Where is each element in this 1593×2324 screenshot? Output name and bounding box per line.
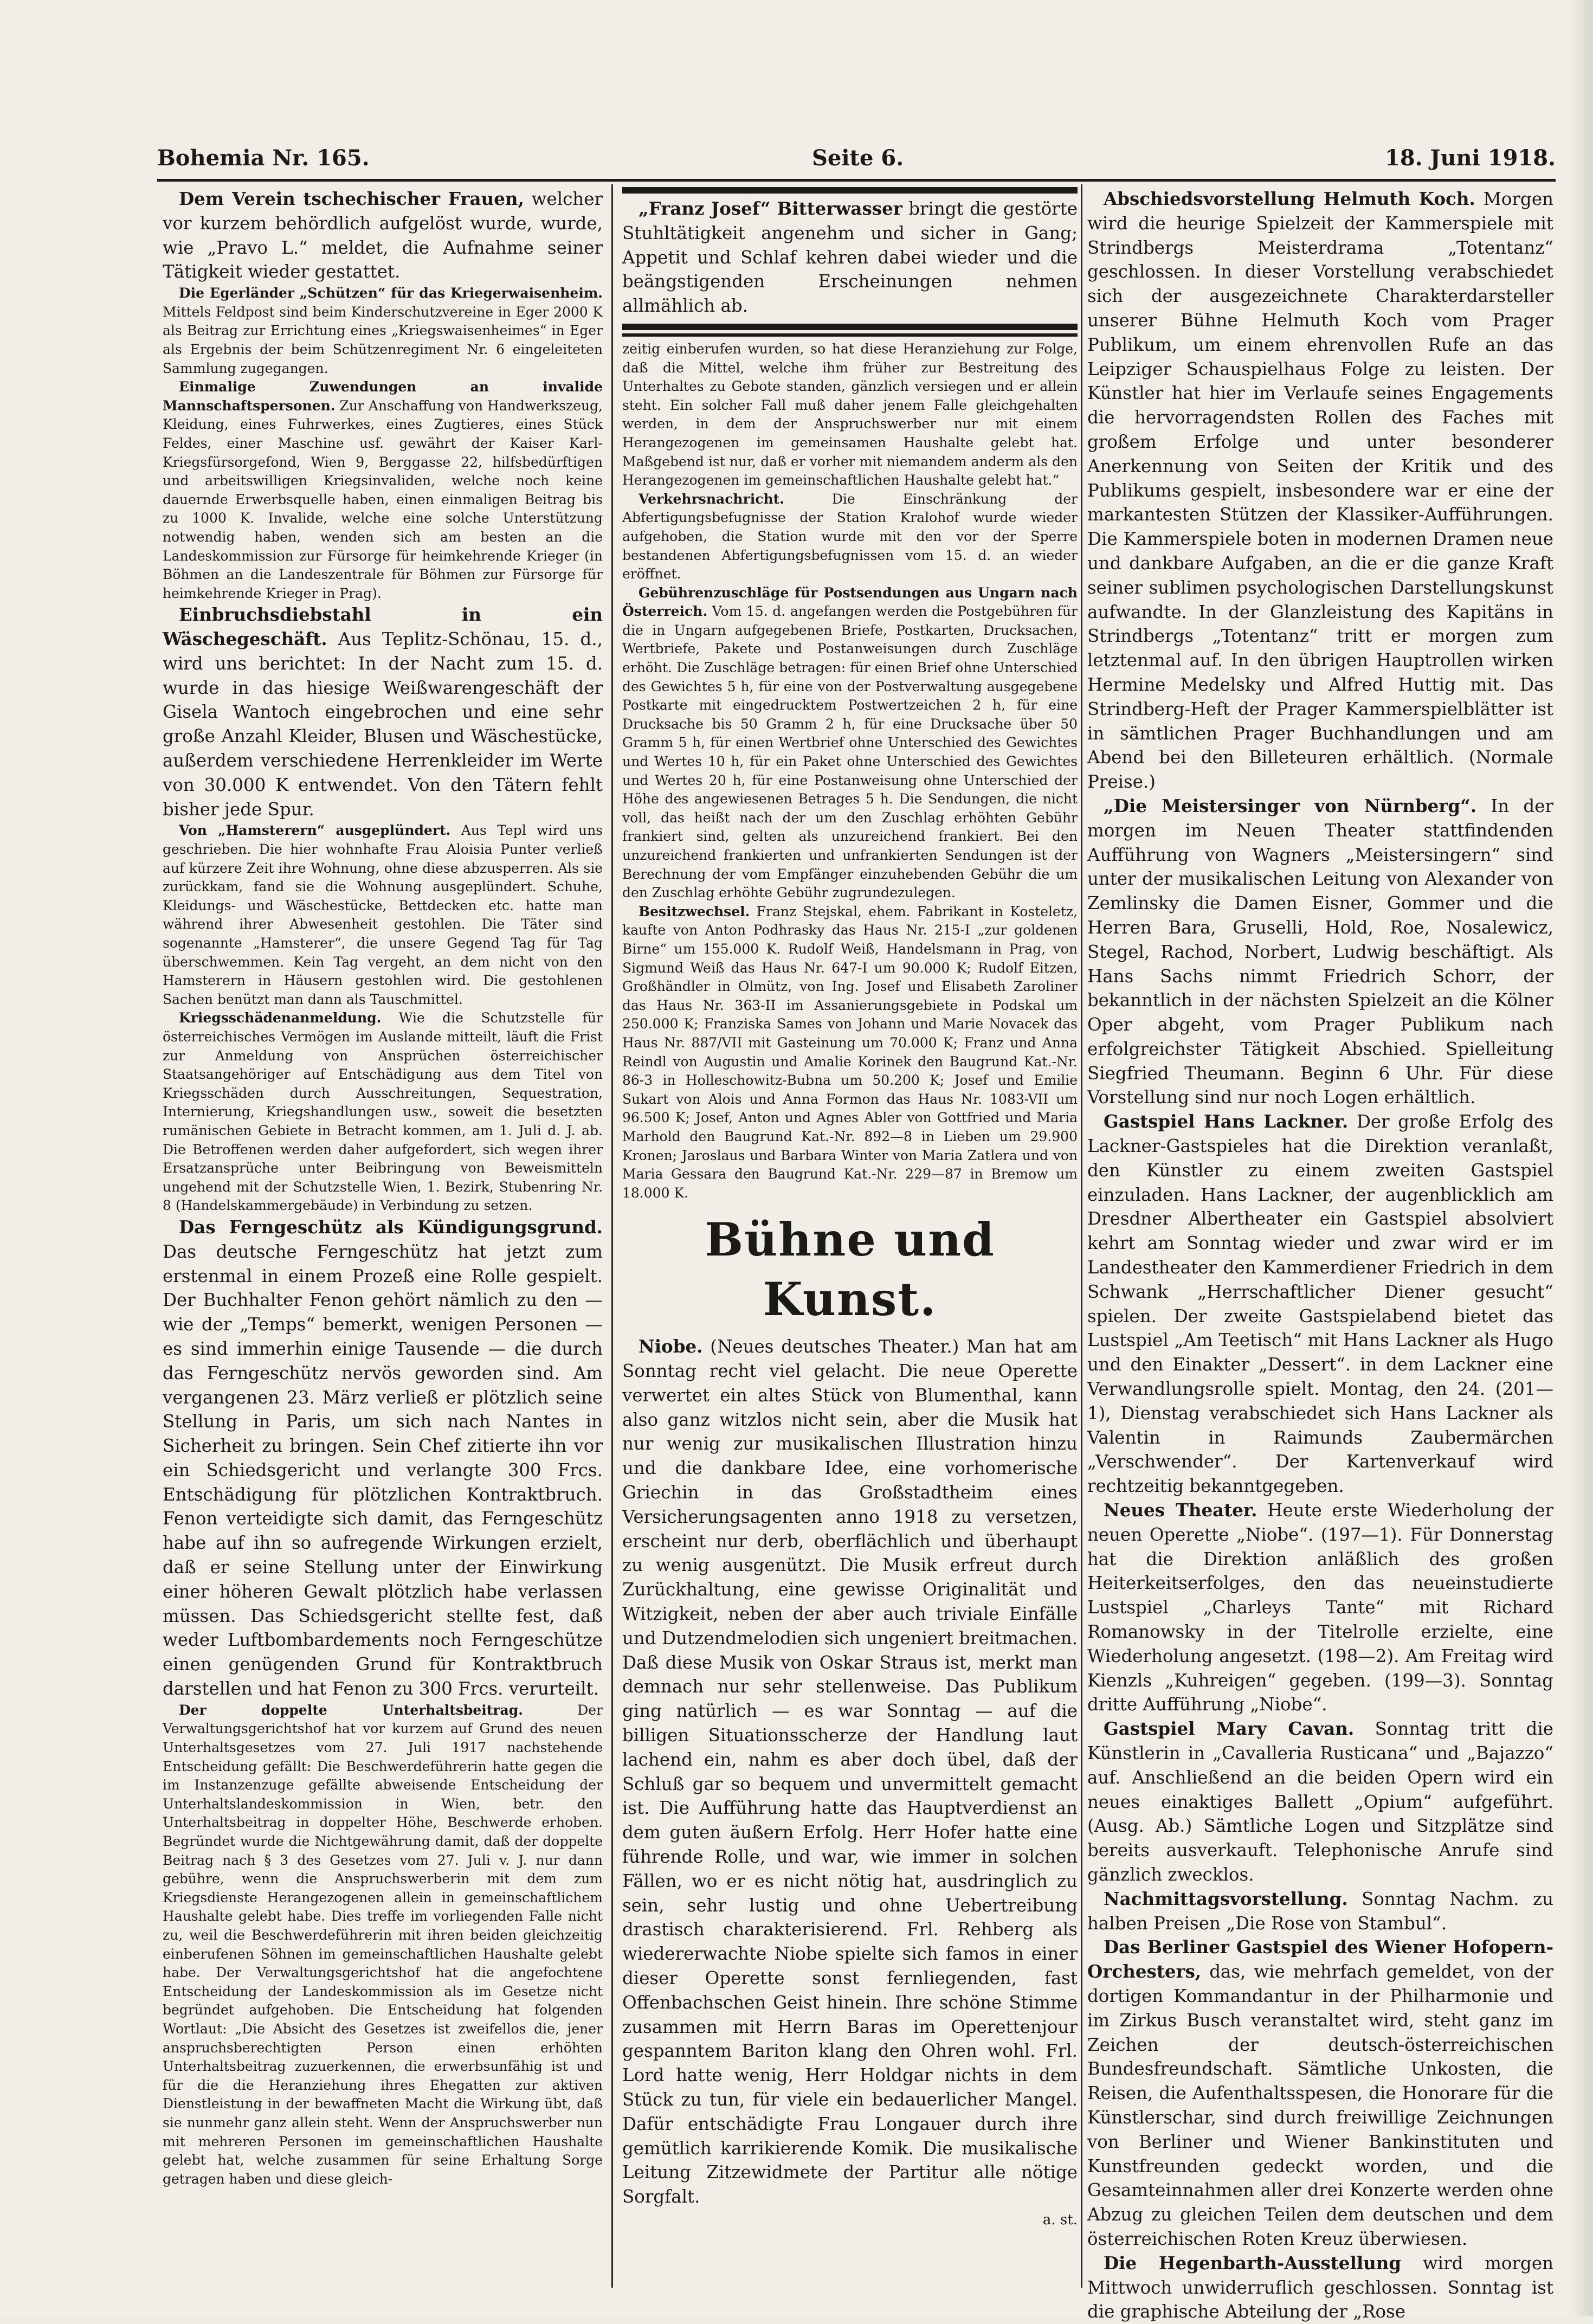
section-heading-buehne-und-kunst: Bühne und Kunst. (705, 1213, 995, 1327)
header-date: 18. Juni 1918. (1385, 145, 1556, 171)
article-body: Mittels Feldpost sind beim Kinderschutzvereine in Eger 2000 K als Beitrag zur Errichtung eines „Kriegswaisenheimes“ in Eger als Ergebnis der beim Schützenregiment Nr. 6 eingeleiteten Sammlung zugegangen. (163, 304, 603, 376)
article-schuetzen (163, 284, 603, 378)
article-heading: Besitzwechsel. (639, 903, 750, 919)
article-heading: Einbruchsdiebstahl in ein Wäschegeschäft. (163, 604, 603, 650)
article-hegenbarth (1087, 2251, 1553, 2324)
ad-rule-bottom (622, 324, 1078, 330)
article-body: Die Einschränkung der Abfertigungsbefugnisse der Station Kralohof wurde wieder aufgehoben, die Station wurde mit den vor der Sperre bestandenen Abfertigungsbefugnissen vom 15. d. an wieder eröffnet. (622, 491, 1078, 582)
article-heading: Nachmittagsvorstellung. (1104, 1888, 1348, 1909)
header-rule (157, 179, 1556, 182)
column-1 (163, 187, 603, 2290)
ad-heading: „Franz Josef“ Bitterwasser (639, 198, 902, 219)
article-heading: Einmalige Zuwendungen an invalide Mannschaftspersonen. (163, 379, 603, 414)
ad-body: bringt die gestörte Stuhltätigkeit angenehm und sicher in Gang; Appetit und Schlaf kehren dabei wieder und die beängstigenden Erscheinungen nehmen allmählich ab. (622, 198, 1078, 317)
article-body: Vom 15. d. angefangen werden die Postgebühren für die in Ungarn aufgegebenen Briefe, Postkarten, Drucksachen, Wertbriefe, Pakete und Postanweisungen durch Zuschläge erhöht. Die Zuschläge betragen: für einen Brief ohne Unterschied des Gewichtes 5 h, für eine von der Postverwaltung ausgegebene Postkarte mit eingedrucktem Postwertzeichen 2 h, für eine Drucksache bis 50 Gramm 2 h, für eine Drucksache über 50 Gramm 5 h, für einen Wertbrief ohne Unterschied des Gewichtes und Wertes 10 h, für ein Paket ohne Unterschied des Gewichtes und Wertes 20 h, für eine Postanweisung ohne Unterschied der Höhe des angewiesenen Betrages 5 h. Die Sendungen, die nicht voll, das heißt nach der um den Zuschlag erhöhten Gebühr frankiert sind, gelten als unzureichend frankiert. Bei den unzureichend frankierten und unfrankierten Sendungen ist der Berechnung der vom Empfänger einzuhebenden Gebühr die um den Zuschlag erhöhte Gebühr zugrundezulegen. (622, 603, 1078, 901)
article-heading: Die Egerländer „Schützen“ für das Kriegerwaisenheim. (179, 285, 603, 301)
article-body: Aus Tepl wird uns geschrieben. Die hier wohnhafte Frau Aloisia Punter verließ auf kürzere Zeit ihre Wohnung, ohne diese abzusperren. Als sie zurückkam, fand sie die Wohnung ausgeplündert. Schuhe, Kleidungs- und Wäschestücke, Bettdecken etc. hatte man während ihrer Abwesenheit gestohlen. Die Täter sind sogenannte „Hamsterer“, die unsere Gegend Tag für Tag überschwemmen. Kein Tag vergeht, an dem nicht von den Hamsterern in Häusern gestohlen wird. Die gestohlenen Sachen benützt man dann als Tauschmittel. (163, 822, 603, 1007)
header-issue: Bohemia Nr. 165. (157, 145, 370, 171)
article-nachmittag (1087, 1887, 1553, 1936)
article-heading: Von „Hamsterern“ ausgeplündert. (179, 822, 451, 839)
article-frauenverein (163, 187, 603, 284)
article-helmuth-koch (1087, 187, 1553, 794)
article-body: Zur Anschaffung von Handwerkszeug, Kleidung, eines Fuhrwerkes, eines Zugtieres, eines Stück Feldes, einer Maschine usf. gewährt der Kaiser Karl-Kriegsfürsorgefond, Wien 9, Berggasse 22, hilfsbedürftigen und arbeitswilligen Kriegsinvaliden, welche noch keine dauernde Erwerbsquelle haben, einen einmaligen Beitrag bis zu 1000 K. Invalide, welche eine solche Unterstützung notwendig haben, wenden sich am besten an die Landeskommission zur Fürsorge für heimkehrende Krieger (in Böhmen an die Landeszentrale für Böhmen zur Fürsorge für heimkehrende Krieger in Prag). (163, 397, 603, 601)
article-body: Sonntag tritt die Künstlerin in „Cavalleria Rusticana“ und „Bajazzo“ auf. Anschließend an die beiden Opern wird ein neues einaktiges Ballett „Opium“ aufgeführt. (Ausg. Ab.) Sämtliche Logen und Sitzplätze sind bereits ausverkauft. Telephonische Anrufe sind gänzlich zwecklos. (1087, 1718, 1553, 1885)
ad-rule-top (622, 187, 1078, 194)
advertisement-bitterwasser (622, 187, 1078, 337)
article-heading: Dem Verein tschechischer Frauen, (179, 188, 524, 209)
column-2 (622, 187, 1078, 2290)
article-heading: Das Ferngeschütz als Kündigungsgrund. (179, 1216, 603, 1238)
article-mary-cavan (1087, 1717, 1553, 1887)
ad-text (622, 197, 1078, 318)
author-signoff: a. st. (1042, 2211, 1078, 2228)
article-hofopern-orchester (1087, 1935, 1553, 2251)
article-heading: Das Berliner Gastspiel des Wiener Hofopern-Orchesters, (1087, 1936, 1553, 1982)
article-body: das, wie mehrfach gemeldet, von der dortigen Kommandantur in der Philharmonie und im Zirkus Busch veranstaltet wird, steht ganz im Zeichen der deutsch-österreichischen Bundesfreundschaft. Sämtliche Unkosten, die Reisen, die Aufenthaltsspesen, die Honorare für die Künstlerschar, sind durch freiwillige Zeichnungen von Berliner und Wiener Bankinstituten und Kunstfreunden gedeckt worden, und die Gesamteinnahmen aller drei Konzerte werden ohne Abzug zu gleichen Teilen dem deutschen und dem österreichischen Roten Kreuz überwiesen. (1087, 1961, 1553, 2249)
article-heading: Die Hegenbarth-Ausstellung (1104, 2252, 1402, 2274)
column-rule-2 (1081, 184, 1082, 2288)
article-verkehr (622, 490, 1078, 584)
article-heading: Gebührenzuschläge für Postsendungen aus Ungarn nach Österreich. (622, 584, 1078, 620)
column-rule-1 (611, 184, 613, 2288)
article-heading: Verkehrsnachricht. (639, 491, 784, 507)
article-einbruch (163, 603, 603, 821)
page-edge-shadow (1571, 0, 1593, 2316)
article-heading: Kriegsschädenanmeldung. (179, 1010, 382, 1026)
article-postgebuehren (622, 584, 1078, 903)
article-body: Heute erste Wiederholung der neuen Operette „Niobe“. (197—1). Für Donnerstag hat die Direktion anläßlich des großen Heiterkeitserfolges, den das neueinstudierte Lustspiel „Charleys Tante“ mit Richard Romanowsky in der Titelrolle erzielte, eine Wiederholung angesetzt. (198—2). Am Freitag wird Kienzls „Kuhreigen“ gegeben. (199—3). Sonntag dritte Aufführung „Niobe“. (1087, 1500, 1553, 1715)
header-page-number: Seite 6. (812, 145, 904, 171)
article-heading: Gastspiel Hans Lackner. (1104, 1111, 1349, 1132)
column-3 (1087, 187, 1554, 2322)
article-invalide (163, 378, 603, 603)
article-body: Das deutsche Ferngeschütz hat jetzt zum erstenmal in einem Prozeß eine Rolle gespielt. Der Buchhalter Fenon gehört nämlich zu den — wie der „Temps“ bemerkt, wenigen Personen — es sind immerhin einige Tausende — die durch das Ferngeschütz nervös geworden sind. Am vergangenen 23. März verließ er plötzlich seine Stellung in Paris, um sich nach Nantes in Sicherheit zu bringen. Sein Chef zitierte ihn vor ein Schiedsgericht und verlangte 300 Frcs. Entschädigung für plötzlichen Kontraktbruch. Fenon verteidigte sich damit, das Ferngeschütz habe auf ihn so aufregende Wirkungen erzielt, daß er seine Stellung unter der Einwirkung einer höheren Gewalt plötzlich habe verlassen müssen. Das Schiedsgericht stellte fest, daß weder Luftbombardements noch Ferngeschütze einen genügenden Grund für Kontraktbruch darstellen und hat Fenon zu 300 Frcs. verurteilt. (163, 1241, 603, 1699)
article-unterhaltsbeitrag (163, 1701, 603, 2188)
article-ferngeschuetz (163, 1215, 603, 1701)
article-besitzwechsel (622, 903, 1078, 1203)
article-heading: Neues Theater. (1104, 1499, 1257, 1521)
page-header (157, 145, 1556, 178)
article-continued: zeitig einberufen wurden, so hat diese Heranziehung zur Folge, daß die Mittel, welche ihm früher zur Bestreitung des Unterhaltes zu Gebote standen, gänzlich versiegen und er allein steht. Ein solcher Fall muß daher jenem Falle gleichgehalten werden, in dem der Anspruchswerber nur mit einem Herangezogenen im gemeinsamen Haushalte gelebt hat. Maßgebend ist nur, daß er vorher mit niemandem anderm als den Herangezogenen im gemeinschaftlichen Haushalte gelebt hat.“ (622, 340, 1078, 488)
article-body: Sonntag Nachm. zu halben Preisen „Die Rose von Stambul“. (1087, 1888, 1553, 1934)
article-heading: Der doppelte Unterhaltsbeitrag. (179, 1702, 523, 1718)
article-hamsterer (163, 821, 603, 1009)
article-body: Morgen wird die heurige Spielzeit der Kammerspiele mit Strindbergs Meisterdrama „Totentanz“ geschlossen. In dieser Vorstellung verabschiedet sich der ausgezeichnete Charakterdarsteller unserer Bühne Helmuth Koch vom Prager Publikum, um einem ehrenvollen Rufe an das Leipziger Schauspielhaus Folge zu leisten. Der Künstler hat hier im Verlaufe seines Engagements die hervorragendsten Rollen des Faches mit großem Erfolge und unter besonderer Anerkennung von Seiten der Kritik und des Publikums gespielt, insbesondere war er eine der markantesten Stützen der Klassiker-Aufführungen. Die Kammerspiele boten in modernen Dramen neue und dankbare Aufgaben, an die er die ganze Kraft seiner sublimen psychologischen Darstellungskunst aufwandte. In der Glanzleistung des Kapitäns in Strindbergs „Totentanz“ tritt er morgen zum letztenmal auf. In den übrigen Hauptrollen wirken Hermine Medelsky und Alfred Huttig mit. Das Strindberg-Heft der Prager Kammerspielblätter ist in sämtlichen Prager Buchhandlungen und am Abend bei den Billeteuren erhältlich. (Normale Preise.) (1087, 189, 1553, 793)
article-heading: Gastspiel Mary Cavan. (1104, 1718, 1355, 1740)
article-kriegsschaeden (163, 1009, 603, 1215)
article-heading: Niobe. (639, 1336, 703, 1357)
article-body: Franz Stejskal, ehem. Fabrikant in Kosteletz, kaufte von Anton Podhrasky das Haus Nr. 215-I „zur goldenen Birne“ um 155.000 K. Rudolf Weiß, Handelsmann in Prag, von Sigmund Weiß das Haus Nr. 647-I um 90.000 K; Rudolf Eitzen, Großhändler in Olmütz, von Ing. Josef und Elisabeth Zaroliner das Haus Nr. 363-II im Assanierungsgebiete in Podskal um 250.000 K; Franziska Sames von Johann und Marie Novacek das Haus Nr. 887/VII mit Gasteinung um 70.000 K; Franz und Anna Reindl von Augustin und Amalie Korinek den Baugrund Kat.-Nr. 86-3 in Holleschowitz-Bubna um 50.200 K; Josef und Emilie Sukart von Alois und Anna Formon das Haus Nr. 1083-VII um 96.500 K; Josef, Anton und Agnes Abler von Gottfried und Maria Marhold den Baugrund Kat.-Nr. 892—8 in Lieben um 29.900 Kronen; Jaroslaus und Barbara Winter von Maria Zatlera und von Maria Gessara den Baugrund Kat.-Nr. 229—87 in Bremow um 18.000 K. (622, 903, 1078, 1201)
article-body: Aus Teplitz-Schönau, 15. d., wird uns berichtet: In der Nacht zum 15. d. wurde in das hiesige Weißwarengeschäft der Gisela Wantoch eingebrochen und eine sehr große Anzahl Kleider, Blusen und Wäschestücke, außerdem verschiedene Herrenkleider im Werte von 30.000 K entwendet. Von den Tätern fehlt bisher jede Spur. (163, 629, 603, 820)
article-body: (Neues deutsches Theater.) Man hat am Sonntag recht viel gelacht. Die neue Operette verwertet ein altes Stück von Blumenthal, kann also ganz witzlos nicht sein, aber die Musik hat nur wenig zur musikalischen Illustration hinzu und die dankbare Idee, eine vorhomerische Griechin in das Großstadtheim eines Versicherungsagenten anno 1918 zu versetzen, erscheint nur derb, oberflächlich und überhaupt zu wenig ausgenützt. Die Musik erfreut durch Zurückhaltung, eine gewisse Originalität und Witzigkeit, neben der aber auch triviale Einfälle und Dutzendmelodien sich ungeniert breitmachen. Daß diese Musik von Oskar Straus ist, merkt man demnach nur sehr stellenweise. Das Publikum ging natürlich — es war Sonntag — auf die billigen Situationsscherze der Handlung laut lachend ein, nahm es aber doch übel, daß der Schluß gar so bequem und unvermittelt gemacht ist. Die Aufführung hatte das Hauptverdienst an dem guten äußern Erfolg. Herr Hofer hatte eine führende Rolle, und war, wie immer in solchen Fällen, wo er es nicht nötig hat, ausdringlich zu sein, sehr lustig und ohne Uebertreibung drastisch charakterisierend. Frl. Rehberg als wiedererwachte Niobe spielte sich famos in einer dieser Operette sonst fernliegenden, fast Offenbachschen Geist hinein. Ihre schöne Stimme zusammen mit Herrn Baras im Operettenjour gespanntem Bariton klang den Ohren wohl. Frl. Lord hatte wenig, Herr Holdgar nichts in dem Stück zu tun, für viele ein bedauerlicher Mangel. Dafür entschädigte Frau Longauer durch ihre gemütlich karrikierende Komik. Die musikalische Leitung Zitzewidmete der Partitur alle nötige Sorgfalt. (622, 1336, 1078, 2207)
article-neues-theater (1087, 1498, 1553, 1717)
article-niobe (622, 1335, 1078, 2209)
ad-rule-bottom-thin (622, 333, 1078, 337)
article-body: Der große Erfolg des Lackner-Gastspieles hat die Direktion veranlaßt, den Künstler zu einem zweiten Gastspiel einzuladen. Hans Lackner, der augenblicklich am Dresdner Albertheater ein Gastspiel absolviert kehrt am Sonntag wieder und zwar wird er im Landestheater den Kammerdiener Friedrich in dem Schwank „Herrschaftlicher Diener gesucht“ spielen. Der zweite Gastspielabend bietet das Lustspiel „Am Teetisch“ mit Hans Lackner als Hugo und den Einakter „Dessert“. in dem Lackner eine Verwandlungsrolle spielt. Montag, den 24. (201—1), Dienstag verabschiedet sich Hans Lackner als Valentin in Raimunds Zaubermärchen „Verschwender“. Der Kartenverkauf wird rechtzeitig bekanntgegeben. (1087, 1111, 1553, 1497)
article-body: In der morgen im Neuen Theater stattfindenden Aufführung von Wagners „Meistersingern“ sind unter der musikalischen Leitung von Alexander von Zemlinsky die Damen Eisner, Gommer und die Herren Bara, Gruselli, Hold, Roe, Nosalewicz, Stegel, Rachod, Norbert, Ludwig beschäftigt. Als Hans Sachs nimmt Friedrich Schorr, der bekanntlich in der nächsten Spielzeit an die Kölner Oper abgeht, vom Prager Publikum nach erfolgreichster Tätigkeit Abschied. Spielleitung Siegfried Theumann. Beginn 6 Uhr. Für diese Vorstellung sind nur noch Logen erhältlich. (1087, 795, 1553, 1108)
article-body: Der Verwaltungsgerichtshof hat vor kurzem auf Grund des neuen Unterhaltsgesetzes vom 27. Juli 1917 nachstehende Entscheidung gefällt: Die Beschwerdeführerin hatte gegen die im Instanzenzuge gefällte abweisende Entscheidung der Unterhaltslandeskommission in Wien, betr. den Unterhaltsbeitrag in doppelter Höhe, Beschwerde erhoben. Begründet wurde die Nichtgewährung damit, daß der doppelte Beitrag nach § 3 des Gesetzes vom 27. Juli v. J. nur dann gebühre, wenn die Anspruchswerberin mit dem zum Kriegsdienste Herangezogenen allein in gemeinschaftlichem Haushalte gelebt habe. Dies treffe im vorliegenden Falle nicht zu, weil die Beschwerdeführerin mit ihren beiden gleichzeitig einberufenen Söhnen im gemeinschaftlichen Haushalte gelebt habe. Der Verwaltungsgerichtshof hat die angefochtene Entscheidung der Landeskommission als im Gesetze nicht begründet aufgehoben. Die Entscheidung hat folgenden Wortlaut: „Die Absicht des Gesetzes ist zweifellos die, jener anspruchsberechtigten Person einen erhöhten Unterhaltsbeitrag zuzuerkennen, die erwerbsunfähig ist und für die die Heranziehung ihres Ehegatten zur aktiven Dienstleistung in der bewaffneten Macht die Wirkung übt, daß sie nunmehr ganz allein steht. Wenn der Anspruchswerber nun mit mehreren Personen im gemeinschaftlichen Haushalte gelebt hat, welche zusammen für seine Erhaltung Sorge getragen haben und diese gleich- (163, 1702, 603, 2187)
article-heading: Abschiedsvorstellung Helmuth Koch. (1104, 188, 1475, 209)
article-body: welcher vor kurzem behördlich aufgelöst wurde, wurde, wie „Pravo L.“ meldet, die Aufnahme seiner Tätigkeit wieder gestattet. (163, 189, 603, 282)
article-meistersinger (1087, 794, 1553, 1110)
article-lackner (1087, 1110, 1553, 1498)
article-body: wird morgen Mittwoch unwiderruflich geschlossen. Sonntag ist die graphische Abteilung der „Rose (1087, 2252, 1554, 2322)
article-body: Wie die Schutzstelle für österreichisches Vermögen im Auslande mitteilt, läuft die Frist zur Anmeldung von Ansprüchen österreichischer Staatsangehöriger auf Entschädigung aus dem Titel von Kriegsschäden durch Ausschreitungen, Sequestration, Internierung, Kriegshandlungen usw., soweit die besetzten rumänischen Gebiete in Betracht kommen, am 1. Juli d. J. ab. Die Betroffenen werden daher aufgefordert, sich wegen ihrer Ersatzansprüche unter Beibringung von Beweismitteln ungehend mit der Schutzstelle Wien, 1. Bezirk, Stubenring Nr. 8 (Handelskammergebäude) in Verbindung zu setzen. (163, 1010, 603, 1214)
article-heading: „Die Meistersinger von Nürnberg“. (1104, 795, 1477, 816)
